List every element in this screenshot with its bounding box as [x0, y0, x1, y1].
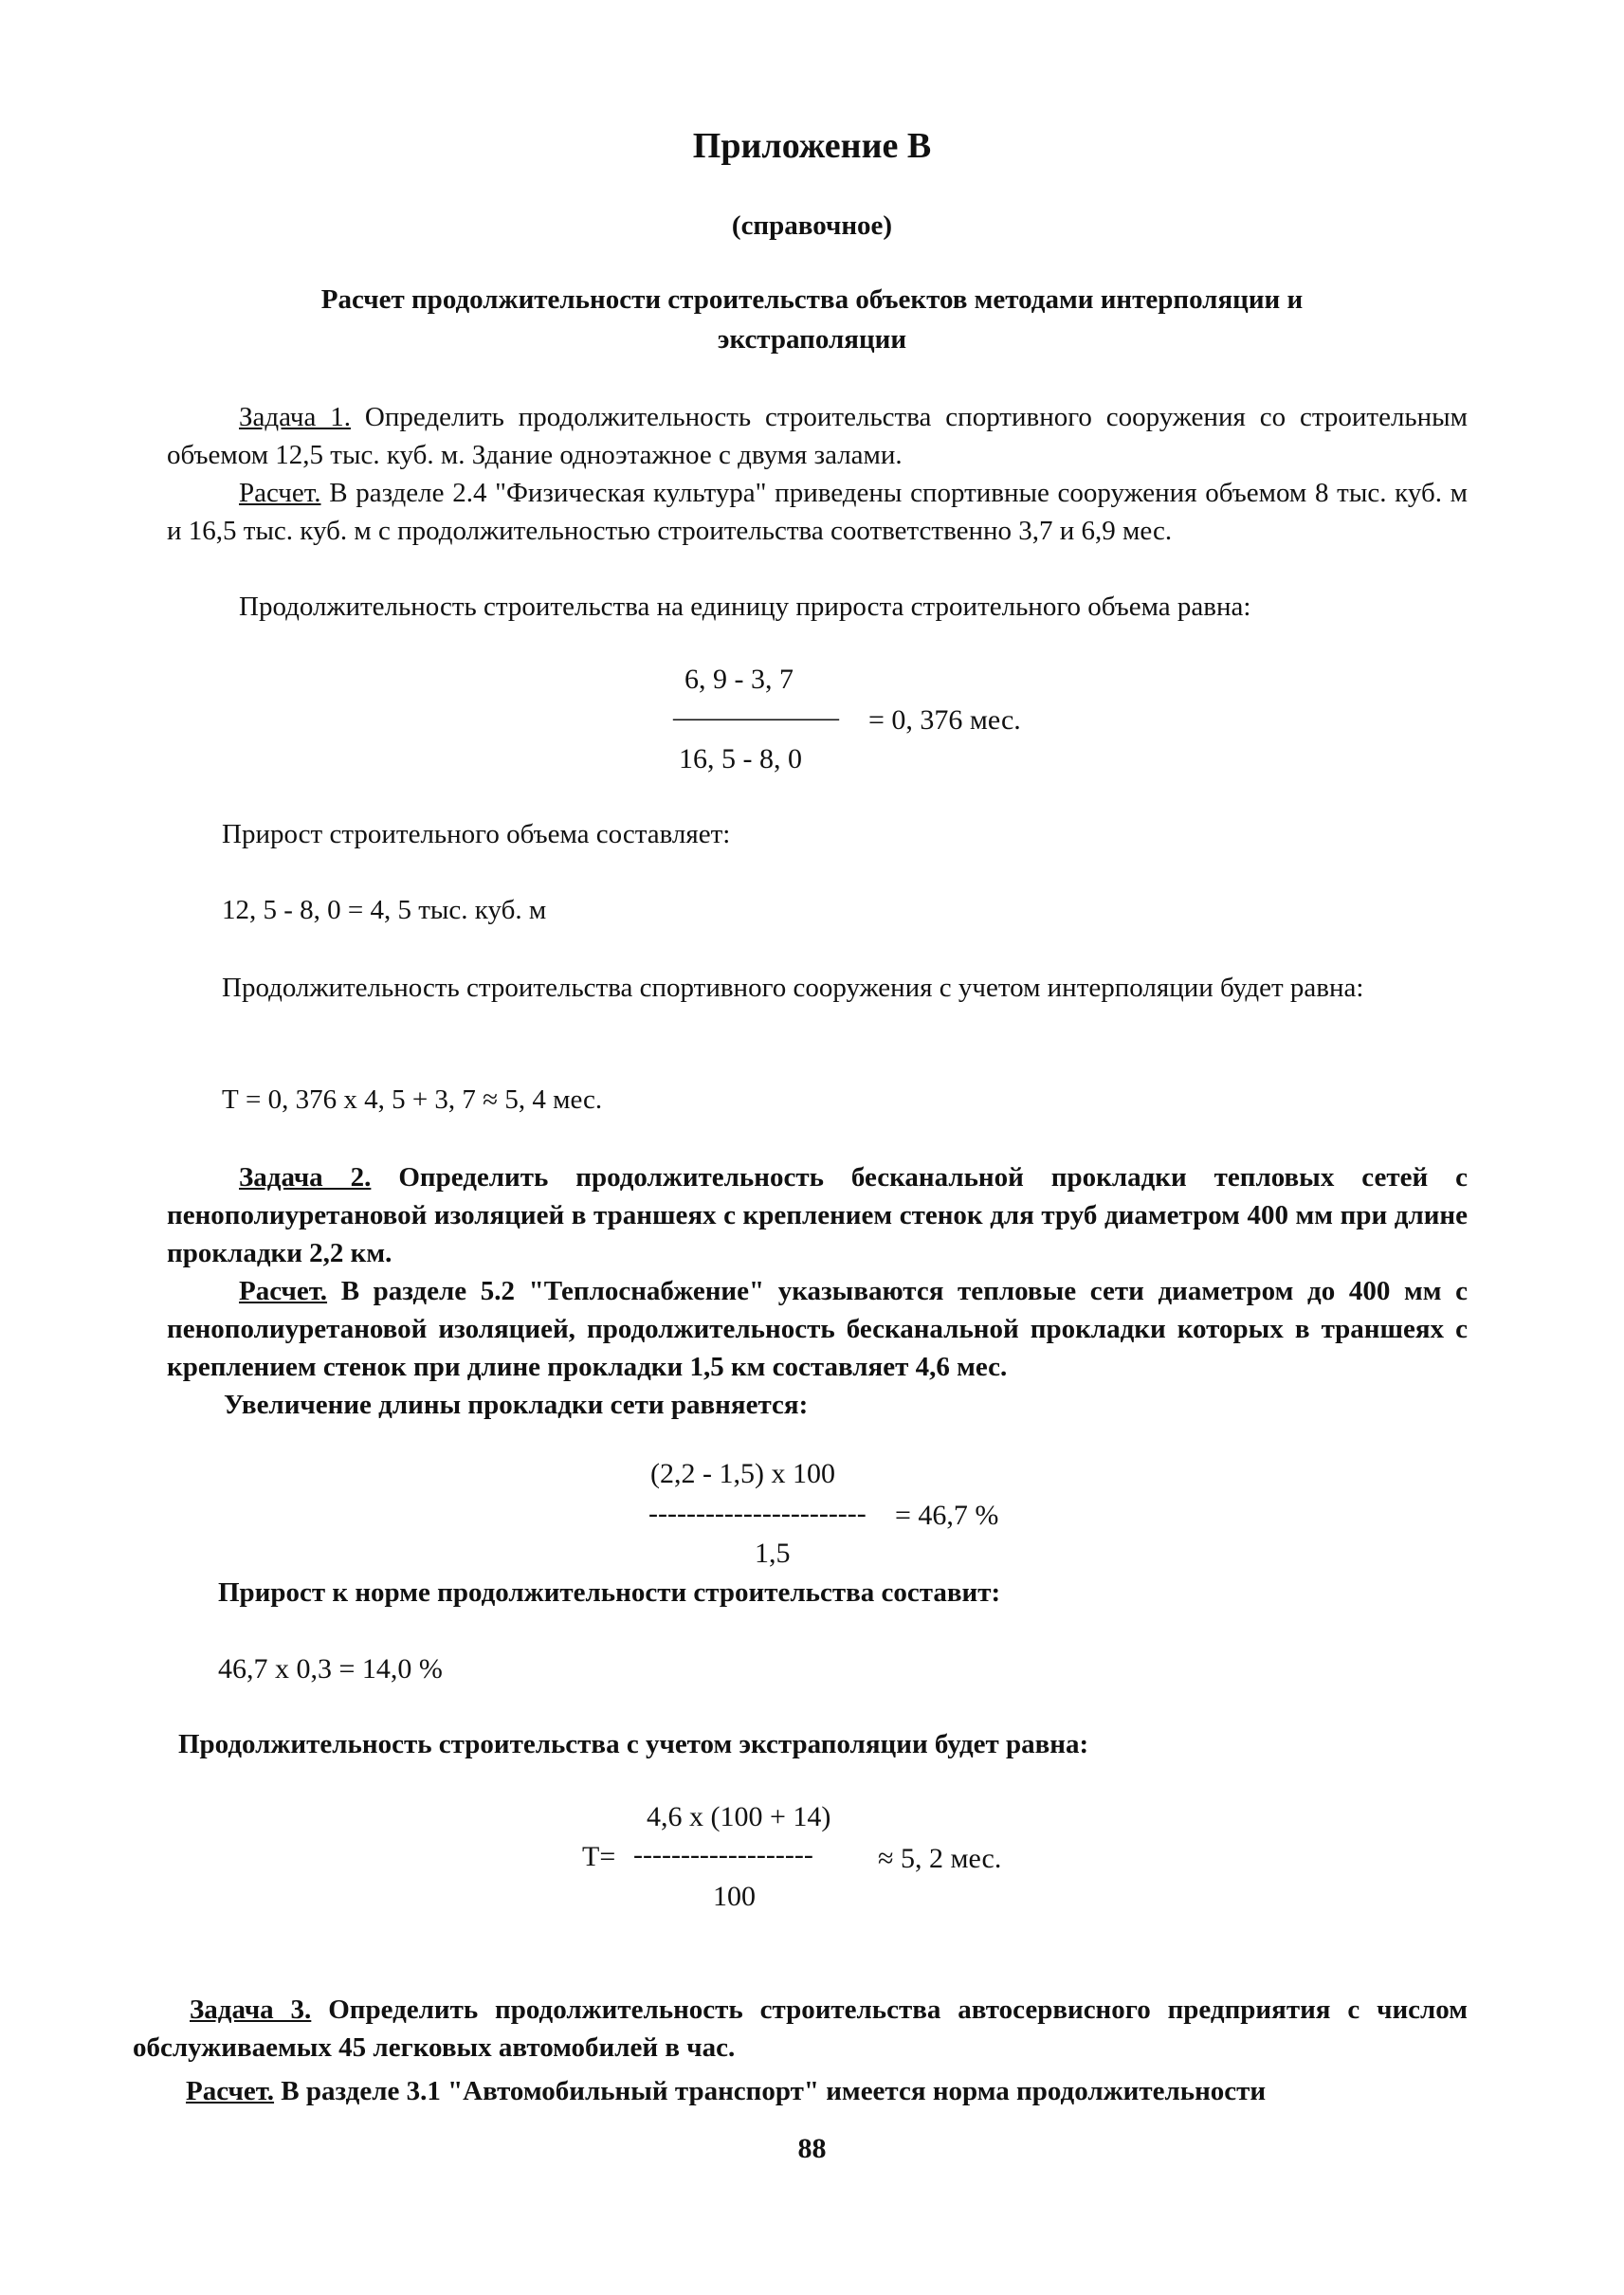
task2-fraction-bar: -----------------------	[648, 1498, 867, 1529]
section-heading-line2: экстраполяции	[717, 324, 907, 355]
task1-label: Задача 1.	[239, 402, 351, 432]
task1-text: Определить продолжительность строительства спортивного сооружения со строительным объемом 12,5 тыс. куб. м. Здание одноэтажное с двумя залами.	[167, 402, 1468, 470]
task2-duration-text: Продолжительность строительства с учетом экстраполяции будет равна:	[178, 1729, 1089, 1759]
task1-result: Т = 0, 376 х 4, 5 + 3, 7 ≈ 5, 4 мес.	[222, 1084, 603, 1115]
task1-calc-label: Расчет.	[239, 478, 321, 508]
task2-t-numerator: 4,6 х (100 + 14)	[647, 1801, 831, 1832]
task2-fraction-result: = 46,7 %	[895, 1500, 999, 1531]
task3-calc-label: Расчет.	[186, 2076, 275, 2106]
task1-fraction-bar: ——————	[673, 701, 838, 733]
task2-norm-text: Прирост к норме продолжительности строительства составит:	[218, 1577, 1001, 1608]
task2-calc-label: Расчет.	[239, 1276, 328, 1306]
task3-text: Определить продолжительность строительства автосервисного предприятия с числом обслуживаемых 45 легковых автомобилей в час.	[133, 1994, 1469, 2063]
task1-unit-text: Продолжительность строительства на единицу прироста строительного объема равна:	[239, 592, 1251, 622]
task3-paragraph	[133, 1991, 1468, 2067]
task3-calc-text: В разделе 3.1 "Автомобильный транспорт" имеется норма продолжительности	[274, 2076, 1267, 2106]
section-heading-line1: Расчет продолжительности строительства объектов методами интерполяции и	[320, 284, 1304, 315]
task2-t-prefix: Т=	[582, 1841, 616, 1872]
task1-fraction-numerator: 6, 9 - 3, 7	[684, 664, 794, 695]
task2-calc-text: В разделе 5.2 "Теплоснабжение" указываются тепловые сети диаметром до 400 мм с пенополиуретановой изоляцией, продолжительность бесканальной прокладки которых в траншеях с креплением стенок при длине прокладки 1,5 км составляет 4,6 мес.	[167, 1276, 1468, 1382]
task2-text: Определить продолжительность бесканальной прокладки тепловых сетей с пенополиуретановой изоляцией в траншеях с креплением стенок для труб диаметром 400 мм при длине прокладки 2,2 км.	[167, 1162, 1469, 1268]
task3-calc-paragraph	[133, 2072, 1468, 2110]
task1-paragraph	[167, 398, 1468, 474]
task2-fraction-denominator: 1,5	[755, 1538, 791, 1569]
task2-fraction-numerator: (2,2 - 1,5) х 100	[650, 1458, 835, 1489]
task1-growth-value: 12, 5 - 8, 0 = 4, 5 тыс. куб. м	[222, 895, 547, 925]
task2-norm-value: 46,7 х 0,3 = 14,0 %	[218, 1653, 443, 1685]
task2-calc-paragraph	[167, 1272, 1468, 1386]
appendix-title: Приложение В	[692, 126, 932, 166]
task2-t-result: ≈ 5, 2 мес.	[878, 1843, 1002, 1874]
task2-label: Задача 2.	[239, 1162, 372, 1193]
task2-t-bar: -------------------	[633, 1839, 813, 1870]
task2-increase-text: Увеличение длины прокладки сети равняется:	[224, 1390, 809, 1420]
task1-calc-text: В разделе 2.4 "Физическая культура" приведены спортивные сооружения объемом 8 тыс. куб. м и 16,5 тыс. куб. м с продолжительностью строительства соответственно 3,7 и 6,9 мес.	[167, 478, 1468, 546]
task2-paragraph	[167, 1158, 1468, 1272]
task2-t-denominator: 100	[713, 1881, 756, 1912]
appendix-subtitle: (справочное)	[731, 210, 893, 241]
task1-fraction-result: = 0, 376 мес.	[868, 704, 1021, 736]
task1-fraction-denominator: 16, 5 - 8, 0	[679, 743, 802, 774]
task1-calc-paragraph	[167, 474, 1468, 550]
task1-duration-text: Продолжительность строительства спортивного сооружения с учетом интерполяции будет равна:	[222, 973, 1364, 1003]
task3-label: Задача 3.	[190, 1994, 312, 2025]
task1-growth-text: Прирост строительного объема составляет:	[222, 819, 731, 849]
page-number: 88	[797, 2133, 827, 2164]
